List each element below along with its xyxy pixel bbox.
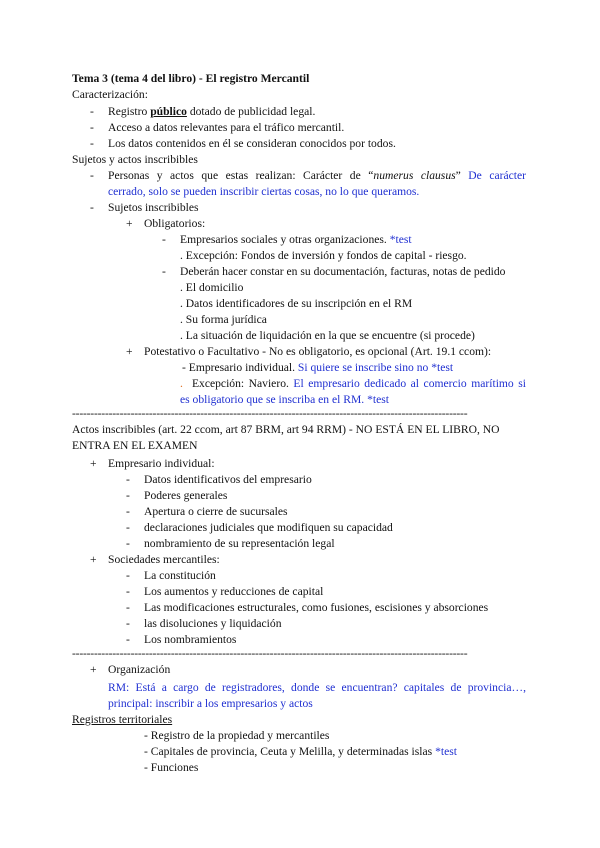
- bold-term: público: [150, 105, 187, 118]
- list-bullet: -: [126, 585, 130, 598]
- organizacion-note-continuation: principal: inscribir a los empresarios y actos: [108, 697, 313, 710]
- list-note: . Su forma jurídica: [180, 313, 267, 326]
- organizacion-note: RM: Está a cargo de registradores, donde se encuentran? capitales de provincia…,: [108, 681, 526, 694]
- plus-bullet: +: [90, 553, 97, 566]
- list-bullet: -: [126, 521, 130, 534]
- list-item: - Registro de la propiedad y mercantiles: [144, 729, 330, 742]
- list-item: Apertura o cierre de sucursales: [144, 505, 288, 518]
- list-bullet: -: [126, 633, 130, 646]
- list-bullet: -: [126, 601, 130, 614]
- page-title: Tema 3 (tema 4 del libro) - El registro Mercantil: [72, 72, 310, 85]
- dashed-separator: ------------------------------------------------------------------------------------------------------------: [72, 647, 468, 660]
- list-bullet: -: [126, 489, 130, 502]
- dashed-separator: ------------------------------------------------------------------------------------------------------------: [72, 407, 468, 420]
- list-item: Organización: [108, 663, 171, 676]
- plus-bullet: +: [126, 217, 133, 230]
- list-bullet: -: [90, 169, 94, 182]
- list-bullet: -: [126, 473, 130, 486]
- list-bullet: -: [126, 569, 130, 582]
- list-bullet: -: [162, 265, 166, 278]
- list-bullet: -: [90, 105, 94, 118]
- list-item: Registro público dotado de publicidad legal.: [108, 105, 316, 118]
- list-bullet: -: [90, 137, 94, 150]
- list-bullet: -: [90, 121, 94, 134]
- plus-bullet: +: [90, 457, 97, 470]
- list-item-continuation: cerrado, solo se pueden inscribir ciertas cosas, no lo que queramos.: [108, 185, 420, 198]
- list-item: - Funciones: [144, 761, 199, 774]
- list-bullet: -: [90, 201, 94, 214]
- list-item: Poderes generales: [144, 489, 228, 502]
- list-item: Los aumentos y reducciones de capital: [144, 585, 324, 598]
- plus-bullet: +: [90, 663, 97, 676]
- list-item: Obligatorios:: [144, 217, 206, 230]
- list-note: . Excepción: Fondos de inversión y fondos de capital - riesgo.: [180, 249, 467, 262]
- list-bullet: -: [126, 537, 130, 550]
- list-item: - Capitales de provincia, Ceuta y Melilla, y determinadas islas *test: [144, 745, 457, 758]
- list-item: Los nombramientos: [144, 633, 237, 646]
- list-bullet: -: [126, 617, 130, 630]
- sujetos-heading: Sujetos y actos inscribibles: [72, 153, 198, 166]
- list-item: Empresarios sociales y otras organizaciones. *test: [180, 233, 412, 246]
- caracterizacion-heading: Caracterización:: [72, 88, 148, 101]
- list-note: - Empresario individual. Si quiere se inscribe sino no *test: [182, 361, 454, 374]
- list-bullet: -: [126, 505, 130, 518]
- list-item: Datos identificativos del empresario: [144, 473, 312, 486]
- registros-heading: Registros territoriales: [72, 713, 173, 726]
- list-item: Sujetos inscribibles: [108, 201, 199, 214]
- list-note: . La situación de liquidación en la que se encuentre (si procede): [180, 329, 475, 342]
- list-item: La constitución: [144, 569, 216, 582]
- list-note: . Datos identificadores de su inscripción en el RM: [180, 297, 413, 310]
- actos-heading-continuation: ENTRA EN EL EXAMEN: [72, 439, 198, 452]
- list-note-continuation: es obligatorio que se inscriba en el RM. *test: [180, 393, 389, 406]
- list-item: Deberán hacer constar en su documentación, facturas, notas de pedido: [180, 265, 506, 278]
- list-item: las disoluciones y liquidación: [144, 617, 282, 630]
- list-item: Sociedades mercantiles:: [108, 553, 220, 566]
- list-item: Empresario individual:: [108, 457, 215, 470]
- list-item: declaraciones judiciales que modifiquen su capacidad: [144, 521, 393, 534]
- list-item: nombramiento de su representación legal: [144, 537, 335, 550]
- list-item: Las modificaciones estructurales, como fusiones, escisiones y absorciones: [144, 601, 489, 614]
- list-note: . Excepción: Naviero. El empresario dedicado al comercio marítimo si: [180, 377, 526, 390]
- list-item: Personas y actos que estas realizan: Carácter de “numerus clausus” De carácter: [108, 169, 526, 182]
- plus-bullet: +: [126, 345, 133, 358]
- list-bullet: -: [162, 233, 166, 246]
- list-item: Acceso a datos relevantes para el tráfico mercantil.: [108, 121, 345, 134]
- list-item: Los datos contenidos en él se consideran conocidos por todos.: [108, 137, 396, 150]
- list-note: . El domicilio: [180, 281, 244, 294]
- actos-heading: Actos inscribibles (art. 22 ccom, art 87 BRM, art 94 RRM) - NO ESTÁ EN EL LIBRO, NO: [72, 423, 500, 436]
- list-item: Potestativo o Facultativo - No es obligatorio, es opcional (Art. 19.1 ccom):: [144, 345, 492, 358]
